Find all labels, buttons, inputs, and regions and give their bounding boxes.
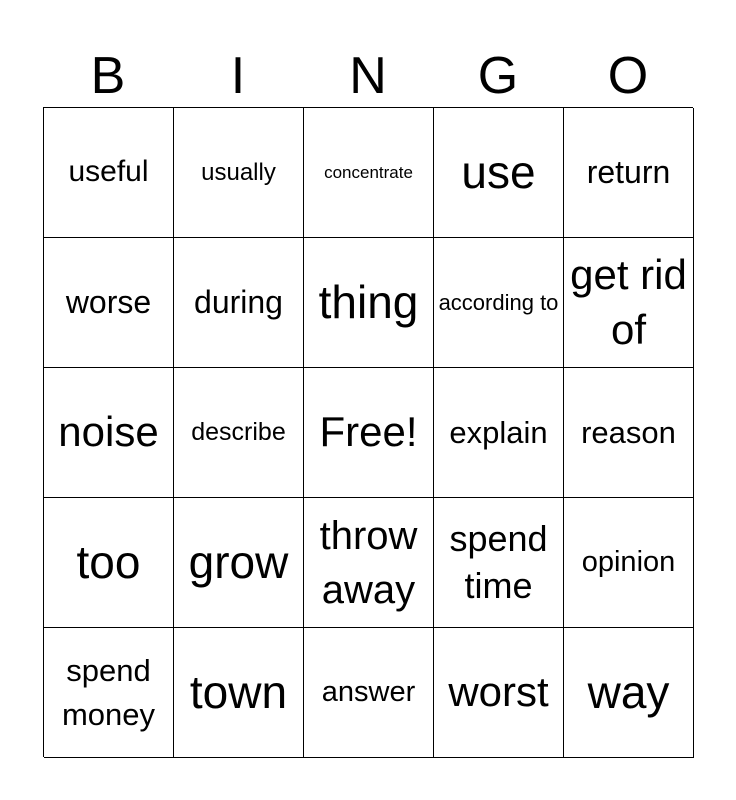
cell-text: use — [461, 146, 536, 199]
cell-text: spend time — [449, 517, 548, 606]
bingo-cell[interactable] — [174, 498, 304, 628]
cell-text: during — [194, 284, 283, 321]
bingo-cell[interactable] — [44, 238, 174, 368]
bingo-cell[interactable] — [564, 628, 694, 758]
cell-text: answer — [321, 675, 416, 708]
cell-text: reason — [581, 414, 676, 450]
bingo-cell[interactable] — [44, 498, 174, 628]
cell-text: spend money — [61, 653, 156, 732]
header-letter-b: B — [90, 47, 126, 105]
bingo-cell[interactable] — [434, 238, 564, 368]
cell-text: concentrate — [324, 162, 413, 182]
bingo-cell[interactable] — [564, 368, 694, 498]
header-letter-g: G — [477, 47, 519, 105]
cell-text: worse — [65, 284, 152, 321]
bingo-cell[interactable] — [174, 238, 304, 368]
bingo-cell[interactable] — [564, 108, 694, 238]
cell-text: way — [587, 666, 670, 719]
cell-text: useful — [68, 155, 149, 189]
header-letter-i: I — [230, 47, 246, 105]
bingo-cell[interactable] — [174, 108, 304, 238]
bingo-board — [43, 107, 693, 757]
bingo-cell[interactable] — [44, 628, 174, 758]
bingo-cell[interactable] — [44, 108, 174, 238]
cell-text: return — [586, 154, 671, 191]
cell-text: thing — [318, 276, 419, 329]
cell-text: usually — [201, 158, 276, 186]
cell-text: too — [76, 536, 141, 589]
bingo-cell[interactable] — [44, 368, 174, 498]
header-letter-o: O — [607, 47, 649, 105]
bingo-cell[interactable] — [564, 498, 694, 628]
cell-text: town — [189, 666, 288, 719]
cell-text: grow — [188, 536, 289, 589]
bingo-cell[interactable] — [304, 628, 434, 758]
bingo-cell[interactable] — [304, 238, 434, 368]
bingo-cell[interactable] — [304, 498, 434, 628]
cell-text: throw away — [319, 513, 418, 612]
cell-text: explain — [449, 414, 548, 450]
bingo-cell[interactable] — [174, 628, 304, 758]
bingo-cell[interactable] — [434, 108, 564, 238]
cell-text: Free! — [319, 408, 418, 456]
cell-text: noise — [58, 408, 159, 456]
bingo-cell[interactable] — [564, 238, 694, 368]
bingo-cell[interactable] — [434, 498, 564, 628]
free-space[interactable] — [304, 368, 434, 498]
bingo-cell[interactable] — [434, 368, 564, 498]
header-letter-n: N — [349, 47, 387, 105]
cell-text: opinion — [581, 545, 676, 578]
cell-text: worst — [448, 668, 549, 716]
cell-text: describe — [191, 418, 286, 447]
bingo-header — [43, 46, 693, 106]
bingo-cell[interactable] — [434, 628, 564, 758]
bingo-cell[interactable] — [174, 368, 304, 498]
cell-text: according to — [438, 289, 559, 315]
cell-text: get rid of — [570, 250, 687, 353]
bingo-cell[interactable] — [304, 108, 434, 238]
